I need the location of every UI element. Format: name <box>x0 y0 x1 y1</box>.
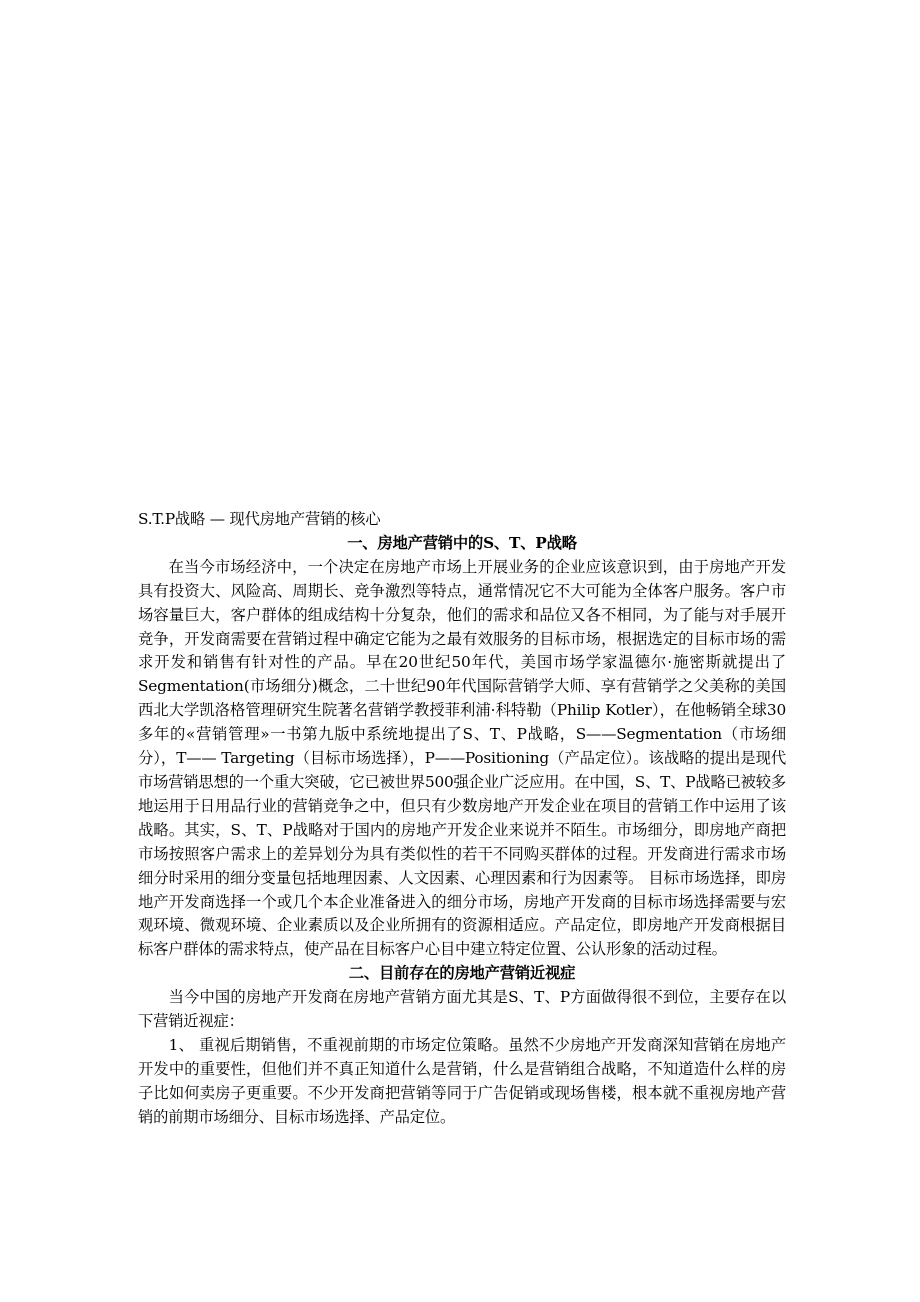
section-heading-2: 二、目前存在的房地产营销近视症 <box>348 964 576 983</box>
document-title: S.T.P战略 — 现代房地产营销的核心 <box>138 510 381 528</box>
section-2-paragraph-1: 当今中国的房地产开发商在房地产营销方面尤其是S、T、P方面做得很不到位，主要存在以下营销近视症： <box>138 988 786 1031</box>
section-2-paragraph-2: 1、 重视后期销售，不重视前期的市场定位策略。虽然不少房地产开发商深知营销在房地产开发中的重要性，但他们并不真正知道什么是营销，什么是营销组合战略，不知道造什么样的房子比如何卖房子更重要。不少开发商把营销等同于广告促销或现场售楼，根本就不重视房地产营销的前期市场细分、目标市场选择、产品定位。 <box>138 1035 786 1126</box>
document-body <box>138 508 786 1130</box>
section-1-paragraph-1: 在当今市场经济中，一个决定在房地产市场上开展业务的企业应该意识到，由于房地产开发具有投资大、风险高、周期长、竞争激烈等特点，通常情况它不大可能为全体客户服务。客户市场容量巨大，客户群体的组成结构十分复杂，他们的需求和品位又各不相同，为了能与对手展开竞争，开发商需要在营销过程中确定它能为之最有效服务的目标市场，根据选定的目标市场的需求开发和销售有针对性的产品。早在20世纪50年代，美国市场学家温德尔·施密斯就提出了Segmentation(市场细分)概念，二十世纪90年代国际营销学大师、享有营销学之父美称的美国西北大学凯洛格管理研究生院著名营销学教授菲利浦·科特勒（Philip Kotler），在他畅销全球30多年的«营销管理»一书第九版中系统地提出了S、T、P战略，S——Segmentation（市场细分），T—— Targeting（目标市场选择），P——Positioning（产品定位）。该战略的提出是现代市场营销思想的一个重大突破，它已被世界500强企业广泛应用。在中国，S、T、P战略已被较多地运用于日用品行业的营销竞争之中，但只有少数房地产开发企业在项目的营销工作中运用了该战略。其实，S、T、P战略对于国内的房地产开发企业来说并不陌生。市场细分，即房地产商把市场按照客户需求上的差异划分为具有类似性的若干不同购买群体的过程。开发商进行需求市场细分时采用的细分变量包括地理因素、人文因素、心理因素和行为因素等。 目标市场选择，即房地产开发商选择一个或几个本企业准备进入的细分市场，房地产开发商的目标市场选择需要与宏观环境、微观环境、企业素质以及企业所拥有的资源相适应。产品定位，即房地产开发商根据目标客户群体的需求特点，使产品在目标客户心目中建立特定位置、公认形象的活动过程。 <box>138 557 786 959</box>
section-heading-1: 一、房地产营销中的S、T、P战略 <box>347 533 577 552</box>
